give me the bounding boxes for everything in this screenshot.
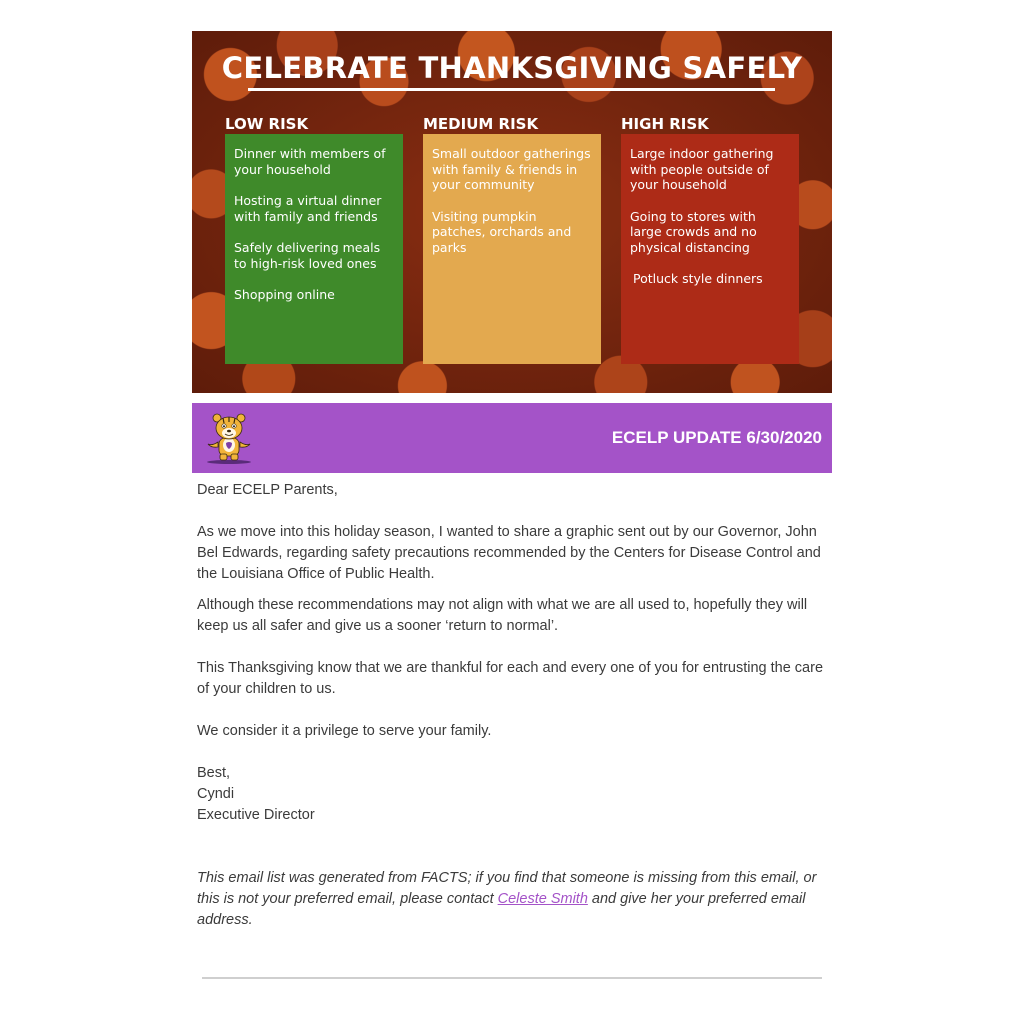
risk-item: Hosting a virtual dinner with family and friends	[234, 193, 382, 224]
risk-item: Shopping online	[234, 287, 335, 302]
low-risk-column	[225, 114, 403, 364]
celeste-smith-contact-link[interactable]: Celeste Smith	[497, 891, 588, 907]
footer-note	[197, 868, 827, 931]
medium-risk-column	[423, 114, 601, 364]
paragraph-recommendations: Although these recommendations may not align with what we are all used to, hopefully they will keep us all safer and give us a sooner ‘return to normal’.	[197, 597, 808, 634]
risk-item: Small outdoor gatherings with family & friends in your community	[432, 146, 591, 192]
medium-risk-box	[423, 134, 601, 364]
greeting: Dear ECELP Parents,	[197, 482, 338, 498]
risk-item: Large indoor gathering with people outside of your household	[630, 146, 774, 192]
signoff: Best,	[197, 765, 231, 781]
footer-note-text: This email list was generated from FACTS; if you find that someone is missing from this email, or this is not your preferred email, please contact	[197, 870, 817, 907]
thanksgiving-safety-graphic	[192, 31, 832, 393]
high-risk-heading: HIGH RISK	[621, 115, 709, 133]
risk-item: Going to stores with large crowds and no physical distancing	[630, 208, 757, 255]
paragraph-thankful: This Thanksgiving know that we are thankful for each and every one of you for entrusting the care of your children to us.	[197, 660, 824, 697]
banner-title-underline	[248, 88, 775, 91]
high-risk-column	[621, 114, 799, 364]
paragraph-governor-graphic: As we move into this holiday season, I wanted to share a graphic sent out by our Governor, John Bel Edwards, regarding safety precautions recommended by the Centers for Disease Control and the Louisiana Office of Public Health.	[197, 524, 821, 582]
tiger-mascot-icon	[204, 412, 254, 464]
low-risk-box	[225, 134, 403, 364]
low-risk-heading: LOW RISK	[225, 115, 309, 133]
paragraph-privilege: We consider it a privilege to serve your family.	[197, 723, 492, 739]
medium-risk-heading: MEDIUM RISK	[423, 115, 539, 133]
risk-item: Potluck style dinners	[633, 271, 763, 286]
signer-title: Executive Director	[197, 807, 315, 823]
high-risk-box	[621, 134, 799, 364]
banner-title: CELEBRATE THANKSGIVING SAFELY	[221, 51, 803, 85]
signer-name: Cyndi	[197, 786, 235, 802]
risk-item: Visiting pumpkin patches, orchards and parks	[432, 208, 572, 255]
newsletter-header-bar	[192, 403, 832, 473]
email-body	[192, 473, 832, 931]
footer-note-text-end: and give her your preferred email address.	[197, 891, 806, 928]
risk-item: Safely delivering meals to high-risk loved ones	[234, 240, 381, 271]
email-container	[192, 31, 832, 931]
footer-divider	[202, 977, 822, 979]
risk-item: Dinner with members of your household	[234, 146, 386, 177]
newsletter-title: ECELP UPDATE 6/30/2020	[611, 428, 822, 447]
